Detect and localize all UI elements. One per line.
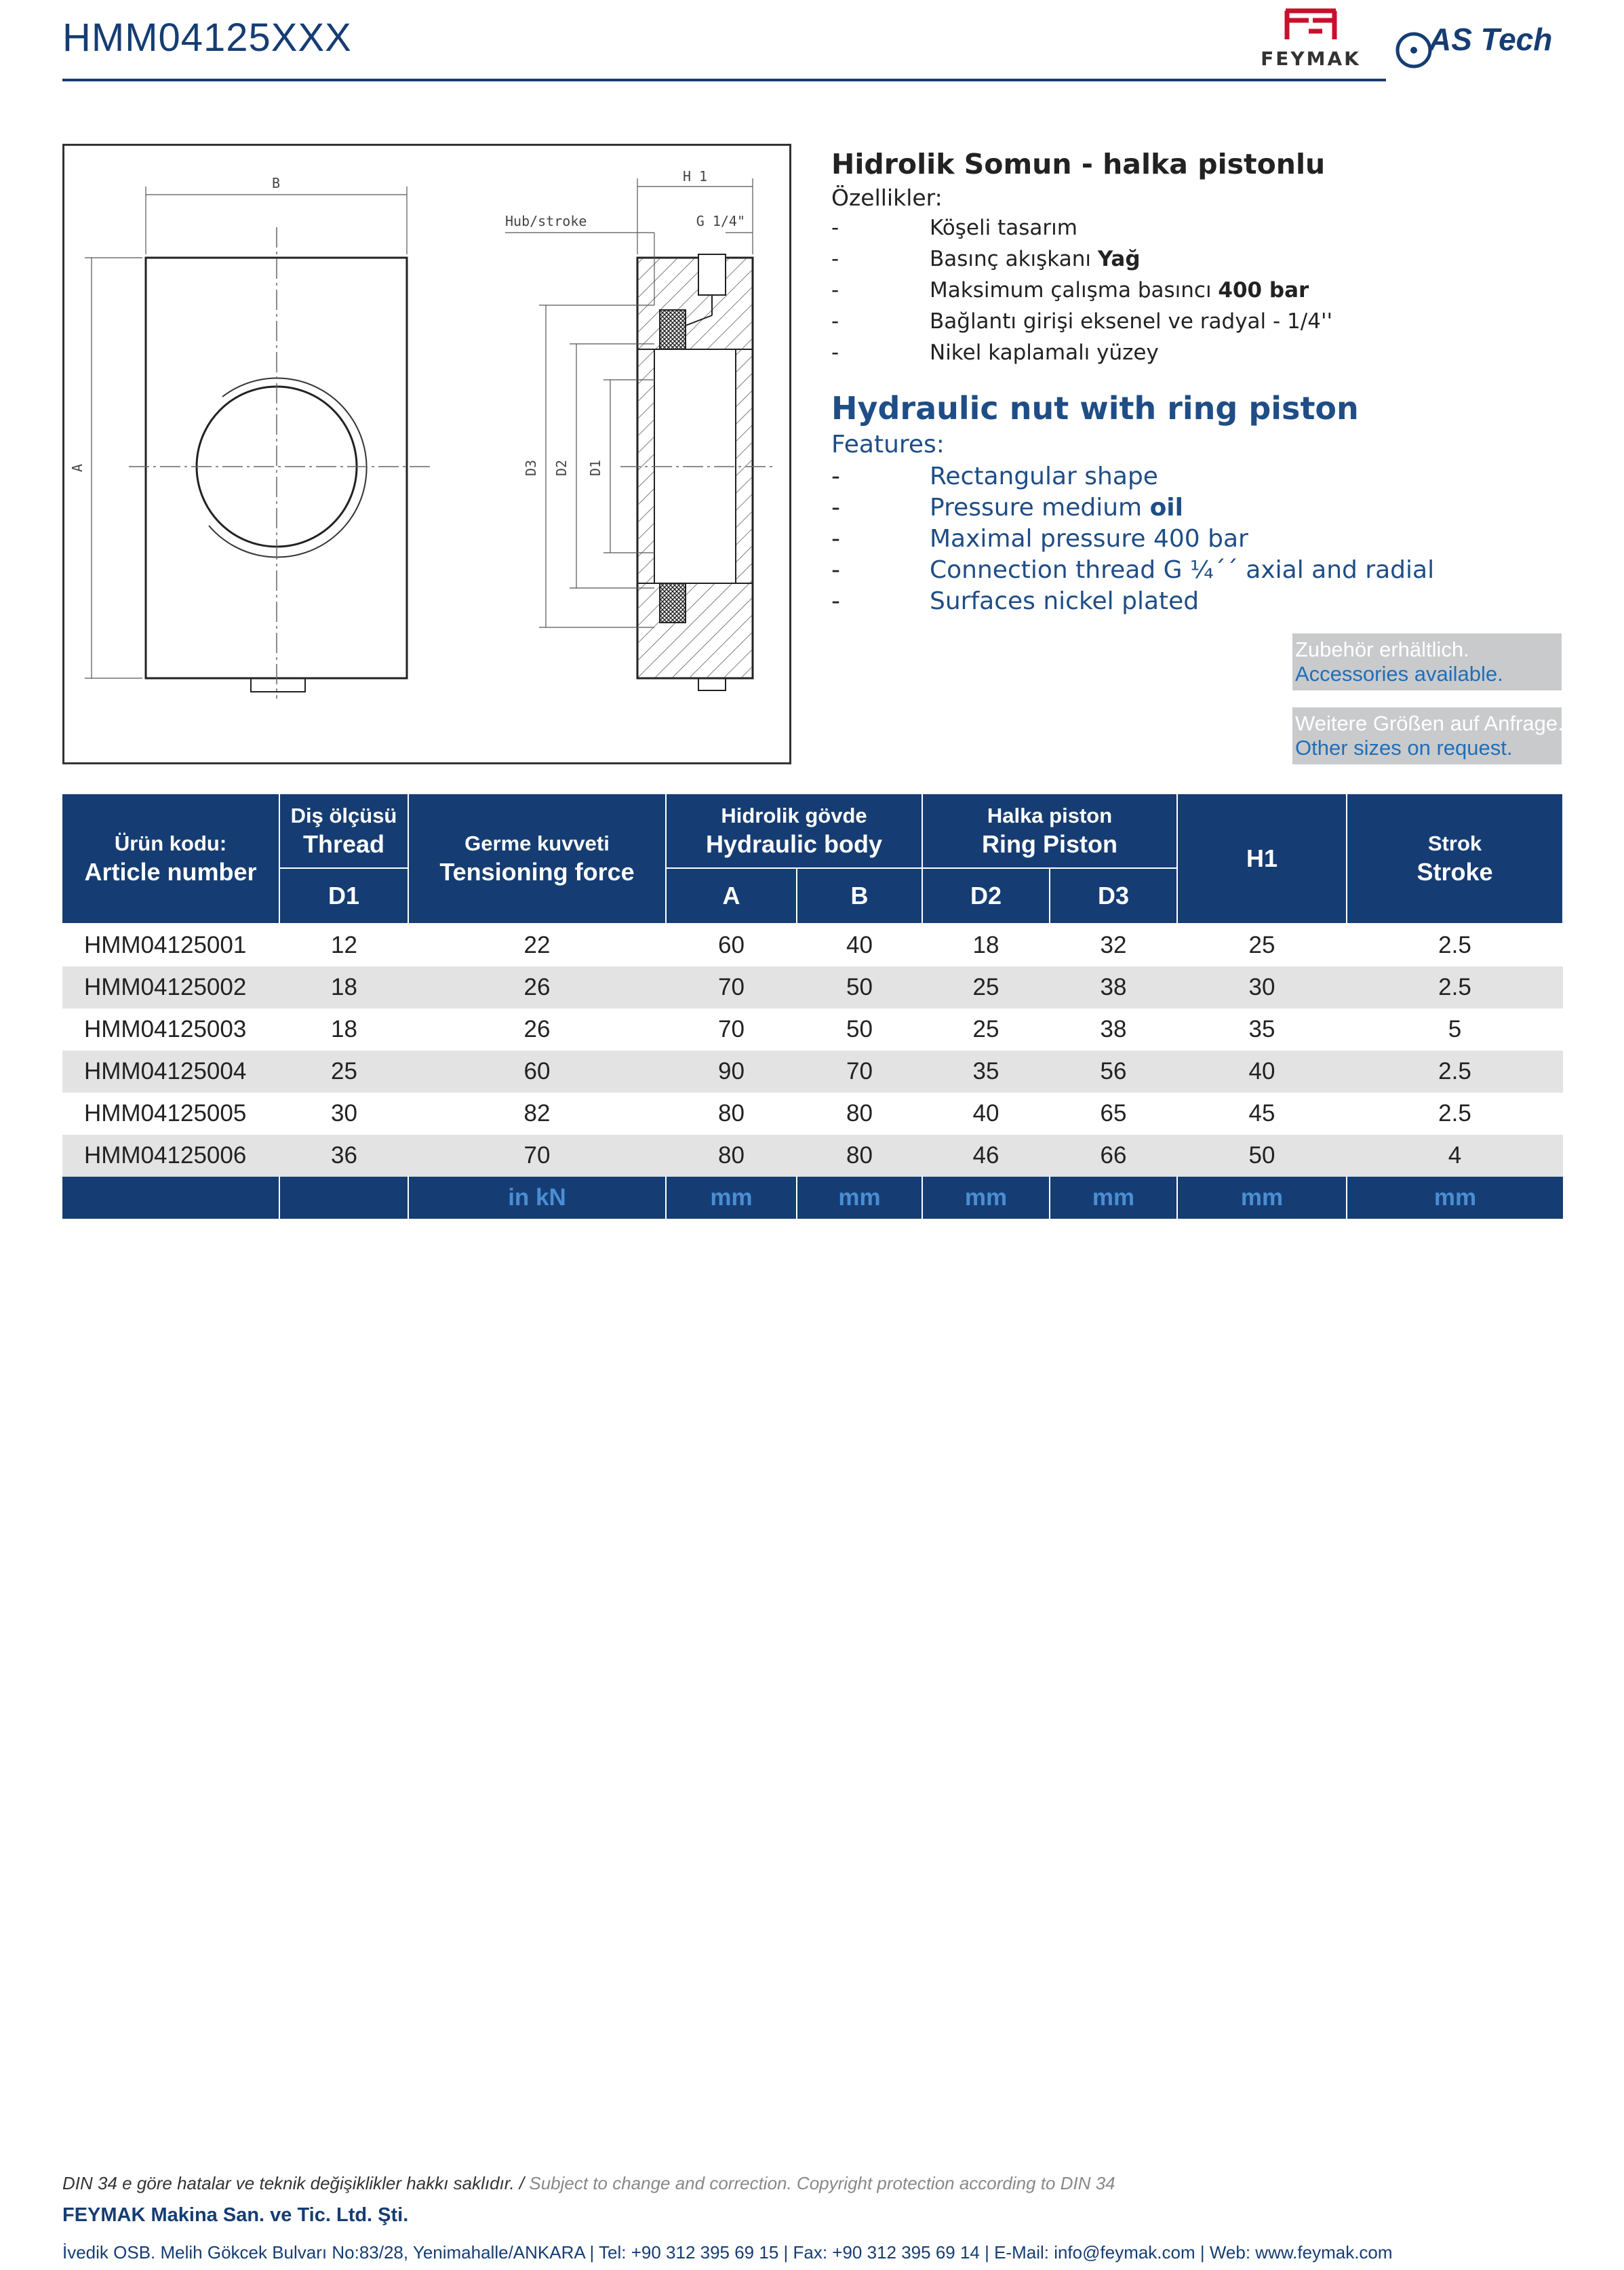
footer-company: FEYMAK Makina San. ve Tic. Ltd. Şti. (62, 2204, 409, 2226)
turkish-subtitle: Özellikler: (831, 184, 943, 211)
footer-disclaimer: DIN 34 e göre hatalar ve teknik değişiklikler hakkı saklıdır. / Subject to change and correction. Copyright protection according to DIN 34 (62, 2173, 1115, 2193)
english-feature-item: - Pressure medium oil (831, 494, 1183, 522)
spec-table (62, 794, 1564, 1219)
col-b: B (797, 868, 922, 924)
dim-d2-label: D2 (553, 459, 570, 477)
col-ring-piston: Halka piston Ring Piston (922, 794, 1177, 868)
upper-ring-piston (660, 310, 686, 349)
english-feature-item: - Connection thread G ¼´´ axial and radial (831, 556, 1435, 584)
table-row: HMM04125005 30 82 80 80 40 65 45 2.5 (62, 1093, 1563, 1135)
front-view-port (251, 678, 305, 692)
dim-a-label: A (69, 463, 85, 473)
col-d3: D3 (1050, 868, 1177, 924)
col-d1: D1 (279, 868, 408, 924)
header-divider (62, 79, 1386, 81)
units-row: in kN mm mm mm mm mm mm (62, 1177, 1563, 1219)
english-feature-item: - Surfaces nickel plated (831, 587, 1200, 615)
astech-wordmark: AS Tech (1429, 22, 1553, 57)
turkish-feature-item: - Bağlantı girişi eksenel ve radyal - 1/4'' (831, 309, 1332, 334)
feymak-mark-right (1309, 11, 1336, 39)
table-row: HMM04125006 36 70 80 80 46 66 50 4 (62, 1135, 1563, 1177)
col-thread: Diş ölçüsü Thread (279, 794, 408, 868)
col-h1: H1 (1177, 794, 1347, 924)
turkish-feature-item: - Maksimum çalışma basıncı 400 bar (831, 278, 1309, 302)
feymak-logo (1233, 4, 1389, 72)
other-sizes-note: Weitere Größen auf Anfrage. Other sizes on request. (1292, 707, 1562, 764)
english-feature-item: - Maximal pressure 400 bar (831, 525, 1248, 553)
col-d2: D2 (922, 868, 1050, 924)
col-article: Ürün kodu: Article number (62, 794, 279, 924)
accessories-note: Zubehör erhältlich. Accessories available. (1292, 633, 1562, 690)
dim-h1-label: H 1 (682, 168, 708, 184)
dim-b-label: B (271, 175, 281, 191)
table-row: HMM04125004 25 60 90 70 35 56 40 2.5 (62, 1051, 1563, 1093)
turkish-feature-item: - Köşeli tasarım (831, 216, 1077, 240)
footer-address: İvedik OSB. Melih Gökcek Bulvarı No:83/28, Yenimahalle/ANKARA | Tel: +90 312 395 69 15 | Fax: +90 312 395 69 14 | E-Mail: info@feymak.com | Web: www.feymak.com (62, 2242, 1393, 2263)
feymak-wordmark: FEYMAK (1261, 47, 1361, 70)
dim-d1-label: D1 (587, 459, 603, 477)
table-row: HMM04125002 18 26 70 50 25 38 30 2.5 (62, 966, 1563, 1009)
astech-logo (1393, 15, 1566, 76)
lower-section (637, 583, 753, 678)
english-feature-item: - Rectangular shape (831, 463, 1158, 490)
technical-drawing (62, 144, 791, 764)
feymak-mark-left (1286, 11, 1313, 39)
lower-ring-piston (660, 583, 686, 623)
col-a: A (666, 868, 797, 924)
astech-dot (1410, 47, 1417, 54)
table-row: HMM04125003 18 26 70 50 25 38 35 5 (62, 1009, 1563, 1051)
dim-d3-label: D3 (523, 459, 539, 477)
hub-stroke-label: Hub/stroke (505, 213, 587, 229)
turkish-feature-item: - Nikel kaplamalı yüzey (831, 340, 1159, 365)
turkish-feature-item: - Basınç akışkanı Yağ (831, 247, 1141, 271)
english-subtitle: Features: (831, 431, 945, 458)
col-force: Germe kuvveti Tensioning force (408, 794, 666, 924)
col-hydraulic-body: Hidrolik gövde Hydraulic body (666, 794, 922, 868)
drawing-svg (64, 146, 789, 762)
turkish-title: Hidrolik Somun - halka pistonlu (831, 148, 1326, 180)
english-title: Hydraulic nut with ring piston (831, 390, 1359, 427)
table-row: HMM04125001 12 22 60 40 18 32 25 2.5 (62, 924, 1563, 966)
thread-arc (209, 378, 367, 557)
document-title: HMM04125XXX (62, 16, 352, 60)
port-g14 (698, 254, 726, 295)
col-stroke: Strok Stroke (1347, 794, 1563, 924)
g-thread-label: G 1/4" (696, 213, 745, 229)
